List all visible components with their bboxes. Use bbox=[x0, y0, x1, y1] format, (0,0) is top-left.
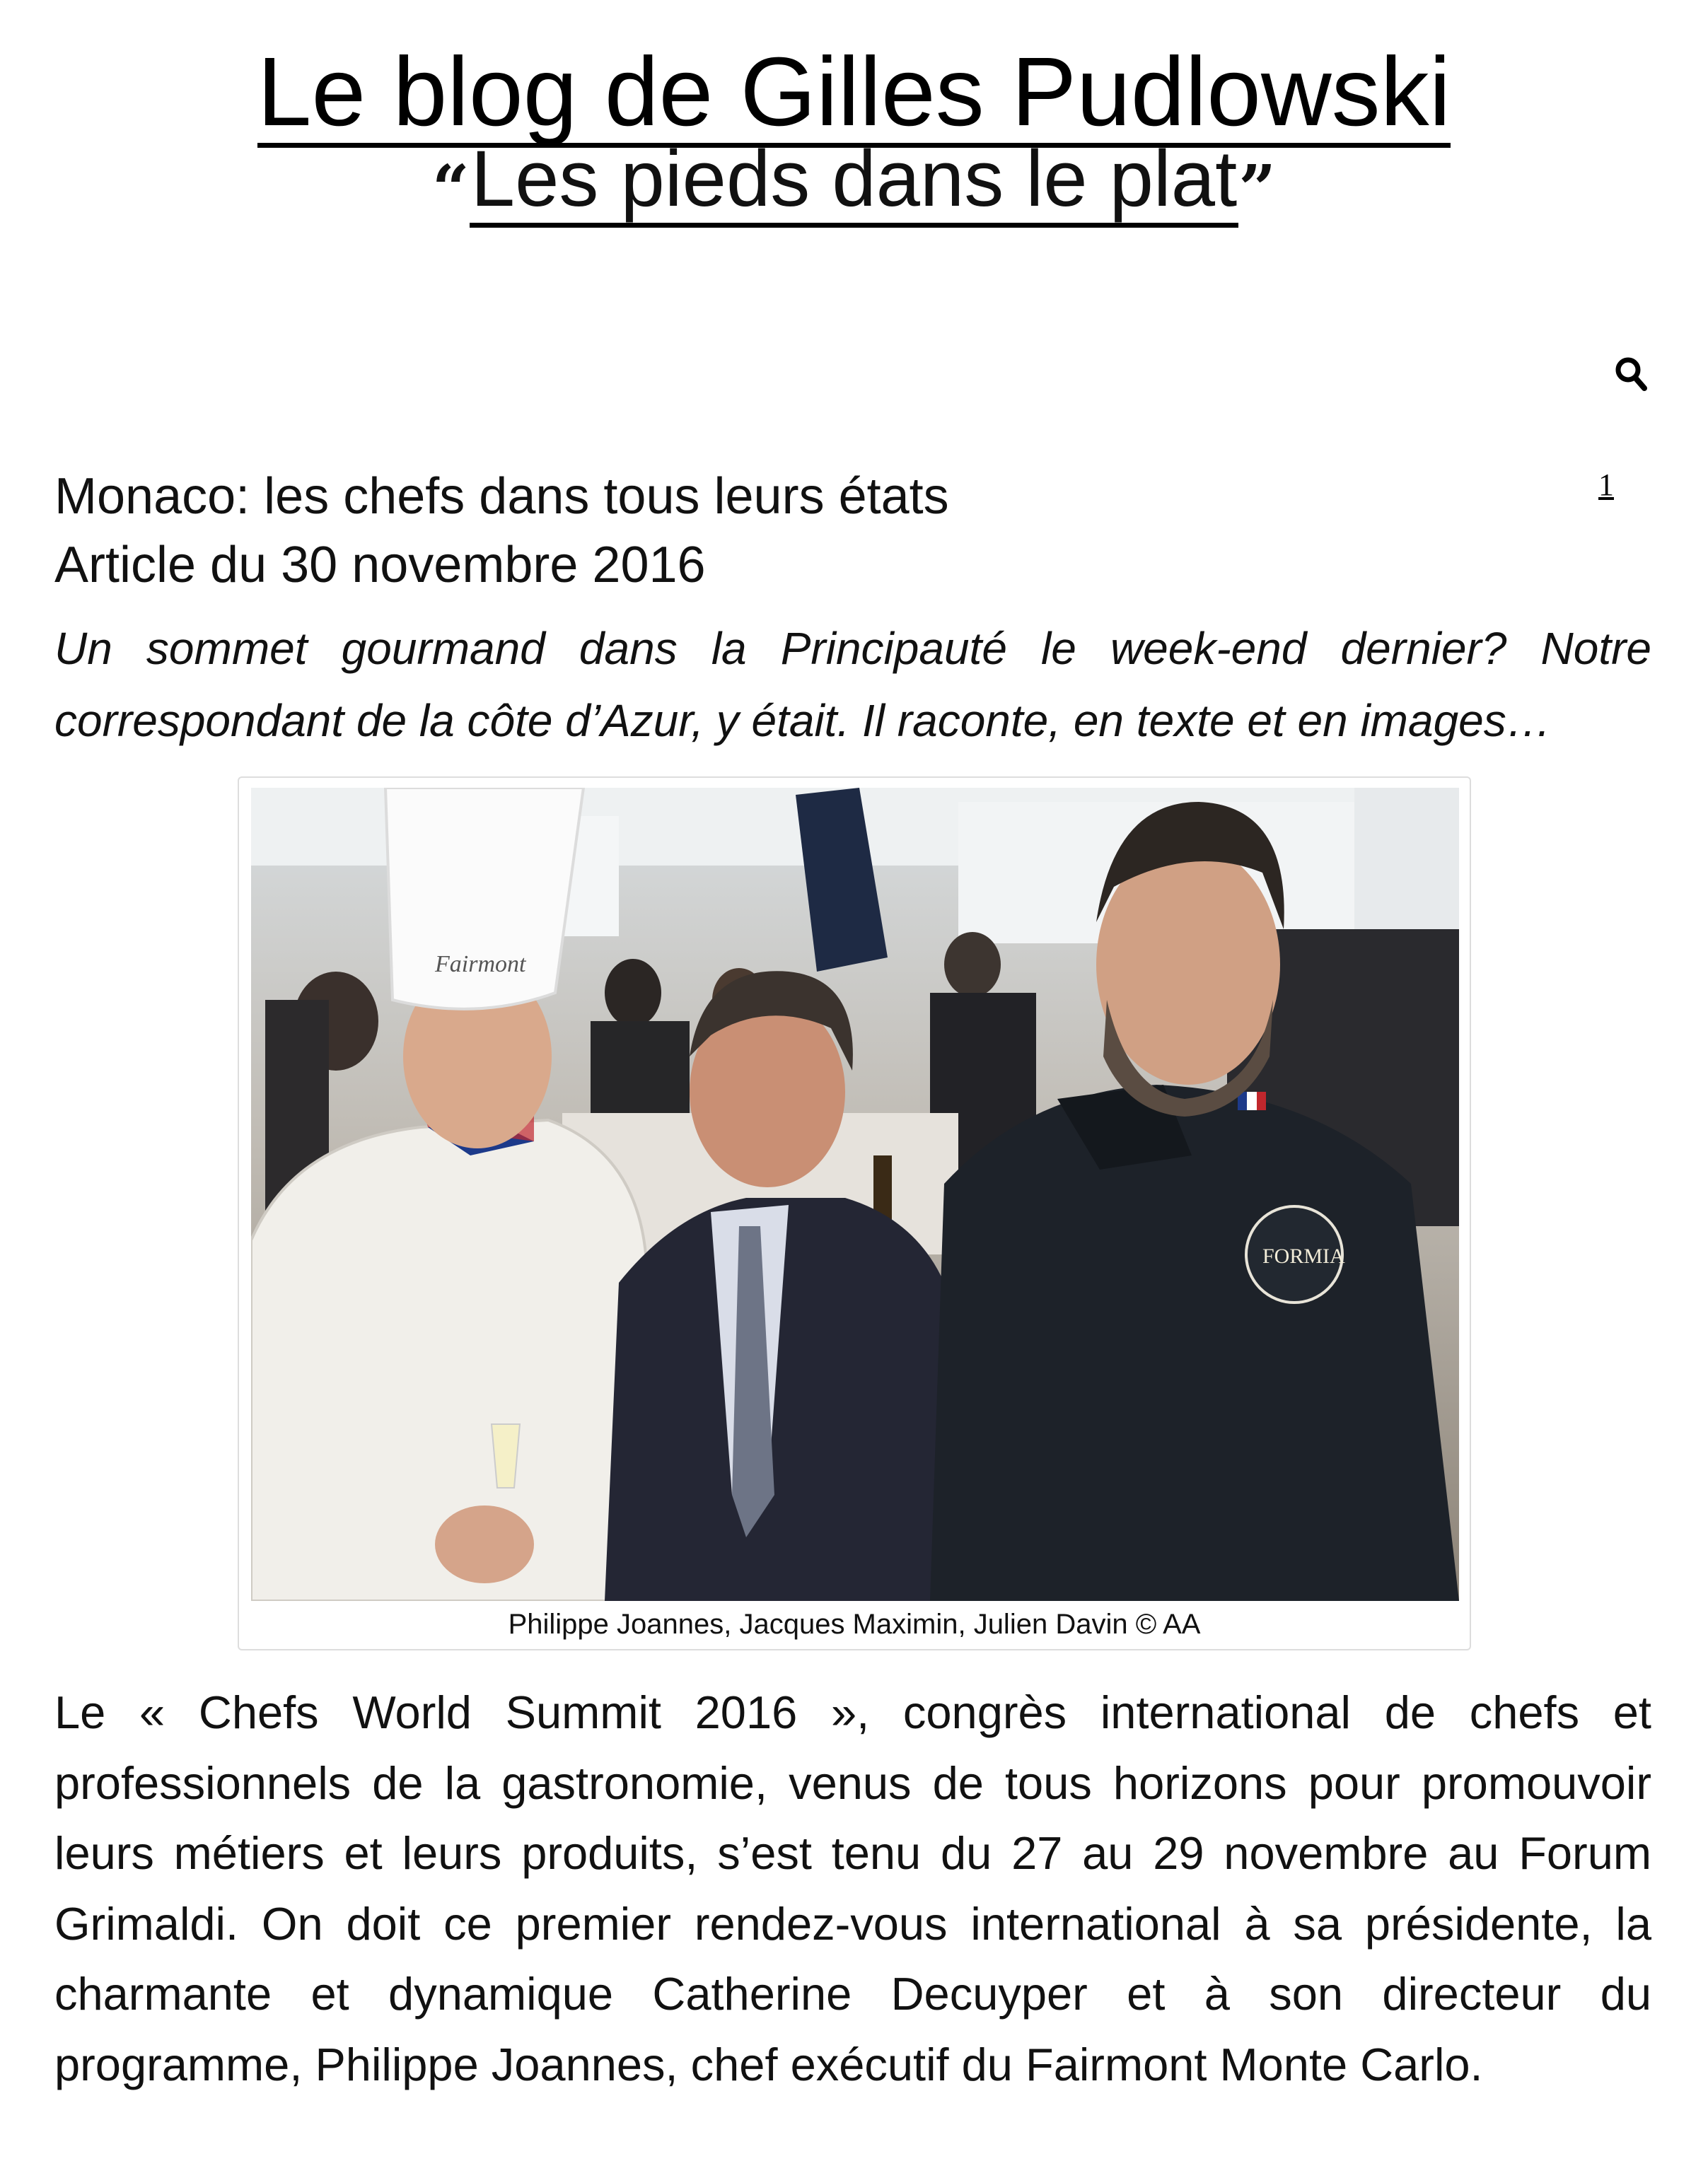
tagline-text[interactable]: Les pieds dans le plat bbox=[470, 134, 1238, 228]
article-photo[interactable] bbox=[251, 788, 1459, 1601]
jacket-badge-text: FORMIA bbox=[1262, 1245, 1345, 1268]
photo-caption: Philippe Joannes, Jacques Maximin, Julien Davin © AA bbox=[508, 1609, 1201, 1640]
search-icon[interactable] bbox=[1614, 356, 1648, 392]
site-title-wrap bbox=[0, 37, 1708, 148]
site-tagline bbox=[0, 134, 1708, 228]
open-quote-icon: “ bbox=[431, 151, 470, 227]
comment-count-link[interactable]: 1 bbox=[1598, 467, 1614, 502]
article-date: Article du 30 novembre 2016 bbox=[54, 537, 706, 593]
close-quote-icon: ” bbox=[1238, 151, 1277, 227]
article-body-paragraph: Le « Chefs World Summit 2016 », congrès international de chefs et professionnels de la gastronomie, venus de tous horizons pour promouvoir leurs métiers et leurs produits, s’est tenu du 27 au 29 novembre au Forum Grimaldi. On doit ce premier rendez-vous international à sa présidente, la charmante et dynamique Catherine Decuyper et à son directeur du programme, Philippe Joannes, chef exécutif du Fairmont Monte Carlo. bbox=[54, 1687, 1651, 2090]
site-title-link[interactable]: Le blog de Gilles Pudlowski bbox=[257, 37, 1451, 146]
chef-hat-logo: Fairmont bbox=[435, 951, 526, 977]
article-figure bbox=[238, 776, 1471, 1650]
article-title: Monaco: les chefs dans tous leurs états bbox=[54, 468, 949, 525]
article-intro: Un sommet gourmand dans la Principauté le week-end dernier? Notre correspondant de la côte d’Azur, y était. Il raconte, en texte et en images… bbox=[54, 623, 1651, 746]
